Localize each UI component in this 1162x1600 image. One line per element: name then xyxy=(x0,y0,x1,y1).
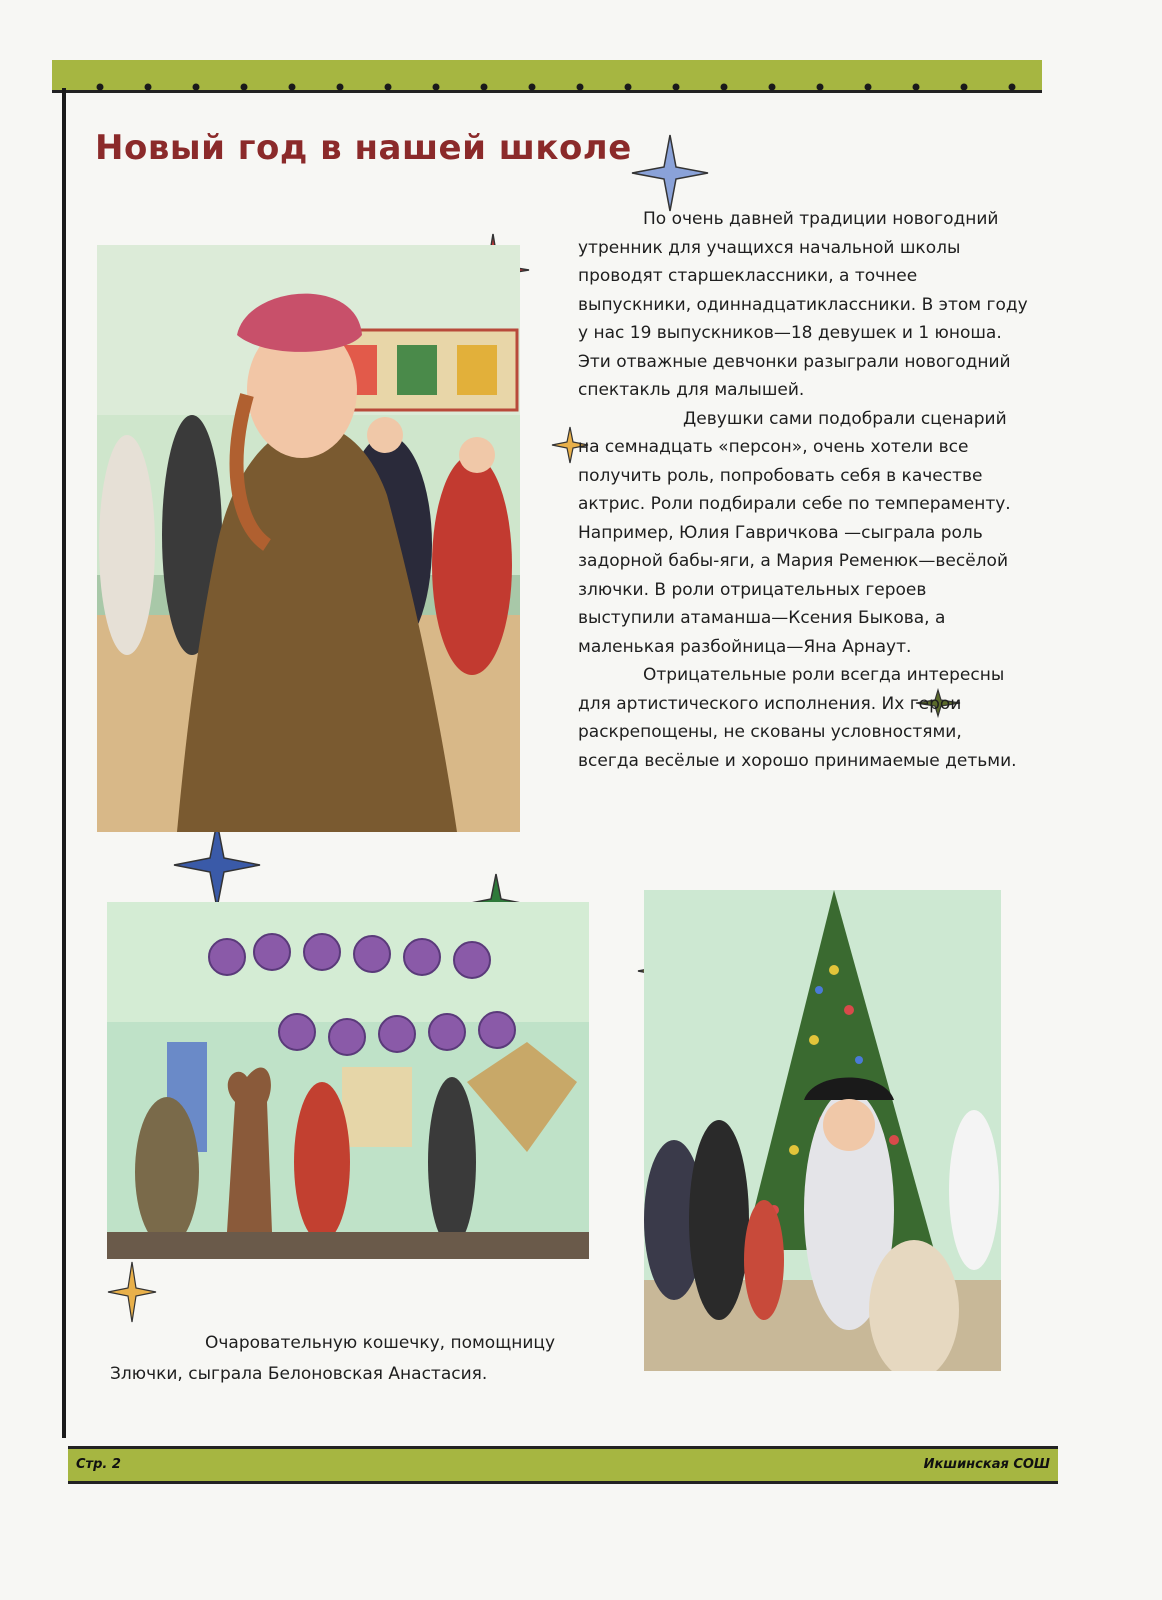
photo-caption xyxy=(110,1328,610,1390)
article-paragraph-2: Девушки сами подобрали сценарий на семнадцать «персон», очень хотели все получить роль, попробовать себя в качестве актрис. Роли подбирали себе по темпераменту. Например, Юлия Гавричкова —сыграла роль задорной бабы-яги, а Мария Ременюк—весёлой злючки. В роли отрицательных героев выступили атаманша—Ксения Быкова, а маленькая разбойница—Яна Арнаут. xyxy=(578,408,1011,657)
caption-text: Очаровательную кошечку, помощницу Злючки, сыграла Белоновская Анастасия. xyxy=(110,1333,556,1384)
dot-row xyxy=(52,82,1042,92)
sparkle-star-icon xyxy=(172,820,262,910)
footer-bar xyxy=(68,1446,1058,1484)
page-number: Стр. 2 xyxy=(76,1457,121,1472)
publisher-name: Икшинская СОШ xyxy=(923,1457,1050,1472)
article-body xyxy=(578,205,1028,775)
photo-costumed-girl xyxy=(97,245,520,832)
page-title: Новый год в нашей школе xyxy=(95,128,632,168)
article-paragraph-3: Отрицательные роли всегда интересны для артистического исполнения. Их герои раскрепощены, не скованы условностями, всегда весёлые и хорошо принимаемые детьми. xyxy=(578,665,1017,771)
sparkle-star-icon xyxy=(107,1260,157,1324)
article-paragraph-1: По очень давней традиции новогодний утренник для учащихся начальной школы проводят старшеклассники, а точнее выпускники, одиннадцатиклассники. В этом году у нас 19 выпускников—18 девушек и 1 юноша. Эти отважные девчонки разыграли новогодний спектакль для малышей. xyxy=(578,209,1028,400)
left-vertical-rule xyxy=(62,88,66,1438)
photo-stage-performance xyxy=(107,902,589,1259)
sparkle-star-icon xyxy=(630,133,710,213)
photo-christmas-tree-party xyxy=(644,890,1001,1371)
top-decorative-bar xyxy=(52,60,1042,93)
